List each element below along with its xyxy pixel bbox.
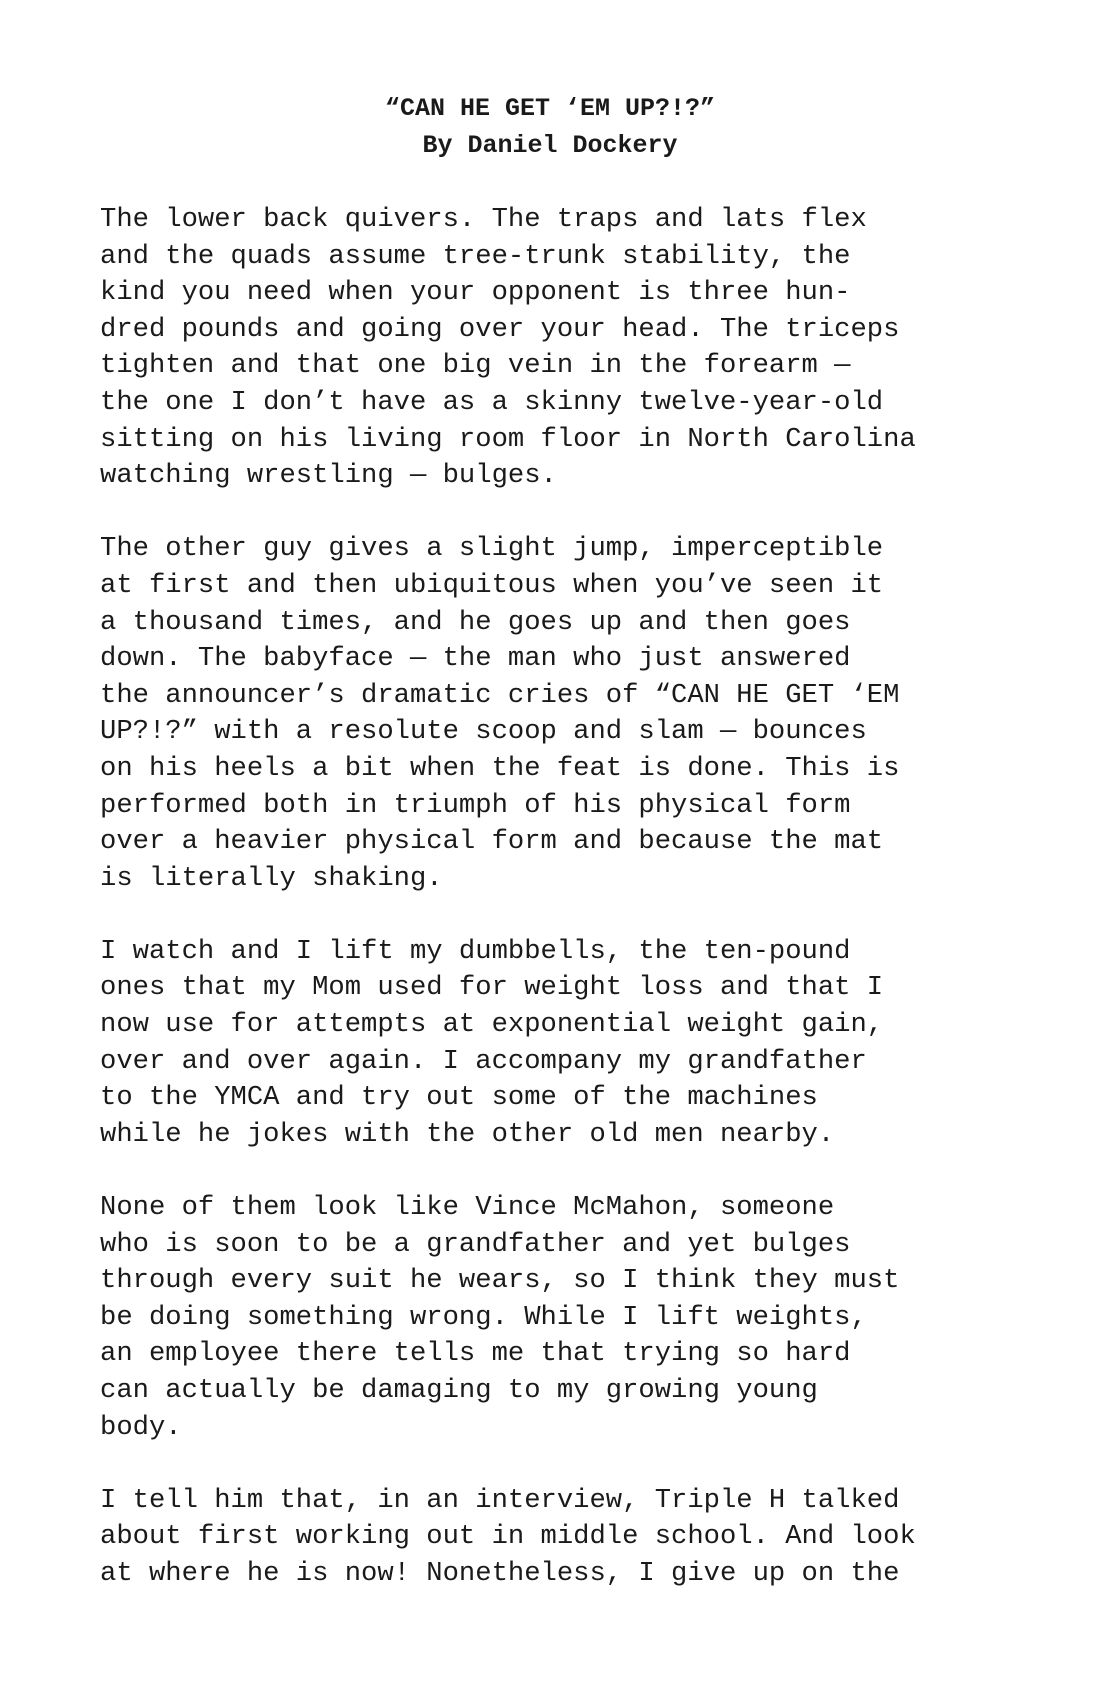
text-line: now use for attempts at exponential weight gain, [100, 1009, 884, 1041]
story-body [100, 202, 1020, 1629]
paragraph [100, 202, 1020, 495]
text-line: watching wrestling — bulges. [100, 460, 557, 492]
text-line: at where he is now! Nonetheless, I give up on the [100, 1557, 900, 1589]
paragraph [100, 934, 1020, 1154]
text-line: the announcer’s dramatic cries of “CAN HE GET ‘EM [100, 679, 900, 711]
paragraph [100, 531, 1020, 897]
text-line: through every suit he wears, so I think they must [100, 1265, 900, 1297]
text-line: None of them look like Vince McMahon, someone [100, 1192, 835, 1224]
text-line: about first working out in middle school. And look [100, 1521, 916, 1553]
story-byline: By Daniel Dockery [422, 131, 678, 160]
text-line: can actually be damaging to my growing young [100, 1375, 818, 1406]
text-line: down. The babyface — the man who just answered [100, 643, 851, 675]
text-line: dred pounds and going over your head. The triceps [100, 313, 900, 345]
text-line: I tell him that, in an interview, Triple H talked [100, 1484, 900, 1516]
text-line: the one I don’t have as a skinny twelve-year-old [100, 386, 884, 418]
text-line: a thousand times, and he goes up and then goes [100, 606, 851, 638]
story-header [0, 90, 1100, 164]
text-line: on his heels a bit when the feat is done. This is [100, 752, 900, 784]
text-line: kind you need when your opponent is three hun- [100, 277, 851, 309]
text-line: an employee there tells me that trying so hard [100, 1338, 851, 1370]
text-line: is literally shaking. [100, 862, 443, 894]
text-line: performed both in triumph of his physical form [100, 789, 851, 821]
story-title: “CAN HE GET ‘EM UP?!?” [384, 94, 716, 123]
text-line: The other guy gives a slight jump, imperceptible [100, 533, 884, 565]
text-line: The lower back quivers. The traps and lats flex [100, 204, 867, 235]
text-line: be doing something wrong. While I lift weights, [100, 1301, 867, 1333]
text-line: UP?!?” with a resolute scoop and slam — bounces [100, 716, 867, 748]
text-line: over and over again. I accompany my grandfather [100, 1045, 867, 1077]
text-line: and the quads assume tree-trunk stability, the [100, 240, 851, 272]
text-line: ones that my Mom used for weight loss and that I [100, 972, 884, 1004]
text-line: while he jokes with the other old men nearby. [100, 1118, 835, 1150]
text-line: body. [100, 1411, 182, 1443]
text-line: over a heavier physical form and because the mat [100, 826, 884, 858]
text-line: to the YMCA and try out some of the machines [100, 1082, 818, 1114]
text-line: tighten and that one big vein in the forearm — [100, 350, 851, 382]
text-line: sitting on his living room floor in North Carolina [100, 423, 916, 455]
paragraph [100, 1190, 1020, 1446]
text-line: at first and then ubiquitous when you’ve seen it [100, 569, 884, 601]
text-line: I watch and I lift my dumbbells, the ten-pound [100, 935, 851, 967]
paragraph [100, 1483, 1020, 1593]
text-line: who is soon to be a grandfather and yet bulges [100, 1228, 851, 1260]
